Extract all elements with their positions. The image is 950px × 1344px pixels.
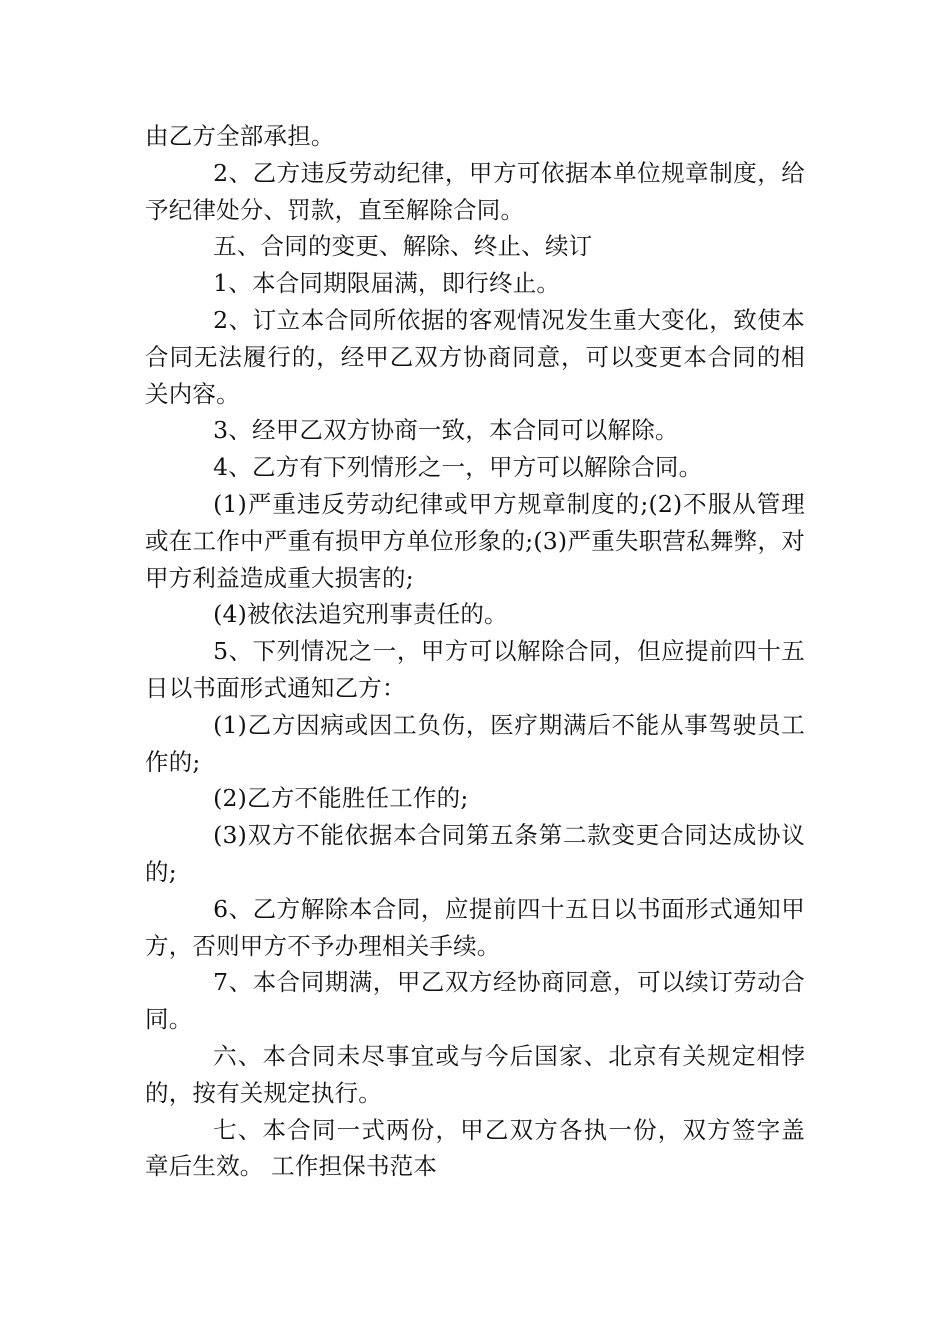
section-heading-6: 六、本合同未尽事宜或与今后国家、北京有关规定相悖的，按有关规定执行。 [145,1041,805,1107]
paragraph-14: 6、乙方解除本合同，应提前四十五日以书面形式通知甲方，否则甲方不予办理相关手续。 [145,894,805,960]
paragraph-7: 4、乙方有下列情形之一，甲方可以解除合同。 [213,453,703,482]
paragraph-8: (1)严重违反劳动纪律或甲方规章制度的;(2)不服从管理或在工作中严重有损甲方单位形象的;(3)严重失职营私舞弊，对甲方利益造成重大损害的; [145,489,805,592]
paragraph-15: 7、本合同期满，甲乙双方经协商同意，可以续订劳动合同。 [145,968,805,1034]
paragraph-13: (3)双方不能依据本合同第五条第二款变更合同达成协议的; [145,821,805,886]
paragraph-11: (1)乙方因病或因工负伤，医疗期满后不能从事驾驶员工作的; [145,710,805,776]
paragraph-12: (2)乙方不能胜任工作的; [213,784,469,813]
paragraph-10: 5、下列情况之一，甲方可以解除合同，但应提前四十五日以书面形式通知乙方： [145,637,805,702]
document-body [145,118,805,1185]
paragraph-2: 2、乙方违反劳动纪律，甲方可依据本单位规章制度，给予纪律处分、罚款，直至解除合同。 [145,158,805,224]
paragraph-9: (4)被依法追究刑事责任的。 [213,600,508,629]
section-heading-7: 七、本合同一式两份，甲乙双方各执一份，双方签字盖章后生效。 工作担保书范本 [145,1115,805,1181]
paragraph-6: 3、经甲乙双方协商一致，本合同可以解除。 [213,416,679,445]
paragraph-4: 1、本合同期限届满，即行终止。 [213,269,561,298]
section-heading-5: 五、合同的变更、解除、终止、续订 [213,232,593,261]
paragraph-5: 2、订立本合同所依据的客观情况发生重大变化，致使本合同无法履行的，经甲乙双方协商同意，可以变更本合同的相关内容。 [145,305,805,408]
paragraph-1: 由乙方全部承担。 [145,122,335,150]
